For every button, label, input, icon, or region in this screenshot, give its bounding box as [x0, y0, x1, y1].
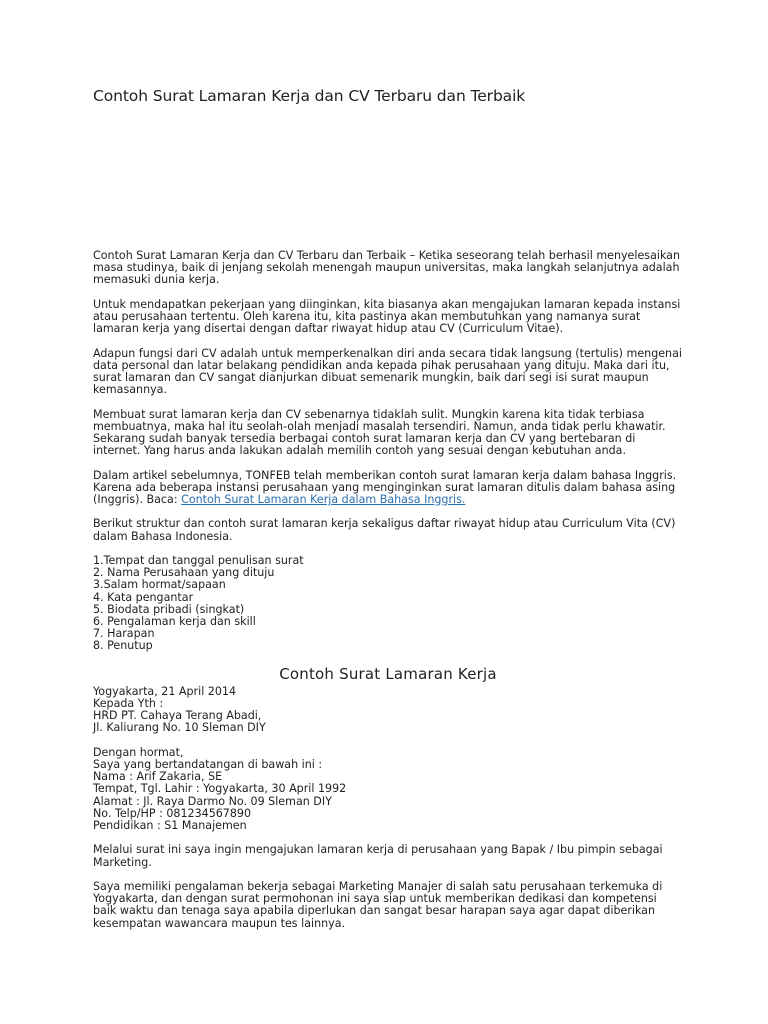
letter-heading: Contoh Surat Lamaran Kerja	[279, 664, 497, 683]
paragraph-application: Untuk mendapatkan pekerjaan yang diinginkan, kita biasanya akan mengajukan lamaran kepada instansi atau perusahaan tertentu. Oleh karena itu, kita pastinya akan membutuhkan yang namanya surat lamaran kerja yang disertai dengan daftar riwayat hidup atau CV (Curriculum Vitae).	[93, 297, 681, 336]
letter-purpose-paragraph: Melalui surat ini saya ingin mengajukan lamaran kerja di perusahaan yang Bapak / Ibu pimpin sebagai Marketing.	[93, 843, 663, 869]
identity-line: Saya yang bertandatangan di bawah ini :	[93, 758, 323, 771]
list-item: 4. Kata pengantar	[93, 590, 194, 604]
paragraph-making-cv: Membuat surat lamaran kerja dan CV sebenarnya tidaklah sulit. Mungkin karena kita tidak terbiasa membuatnya, maka hal itu seolah-olah menjadi masalah tersendiri. Namun, anda tidak perlu khawatir. Sekarang sudah banyak tersedia berbagai contoh surat lamaran kerja dan CV yang bertebaran di internet. Yang harus anda lakukan adalah memilih contoh yang sesuai dengan kebutuhan anda.	[93, 407, 666, 458]
list-item: 8. Penutup	[93, 639, 153, 653]
address-line: Jl. Kaliurang No. 10 Sleman DIY	[93, 721, 266, 735]
identity-line: No. Telp/HP : 081234567890	[93, 806, 252, 820]
structure-intro: Berikut struktur dan contoh surat lamaran kerja sekaligus daftar riwayat hidup atau Curriculum Vita (CV) dalam Bahasa Indonesia.	[93, 517, 676, 543]
identity-line: Dengan hormat,	[93, 745, 184, 759]
address-line: Kepada Yth :	[93, 697, 164, 710]
english-letter-link[interactable]: Contoh Surat Lamaran Kerja dalam Bahasa Inggris.	[181, 493, 466, 506]
identity-line: Tempat, Tgl. Lahir : Yogyakarta, 30 April 1992	[93, 782, 347, 796]
article-body	[93, 250, 683, 942]
letter-experience-paragraph: Saya memiliki pengalaman bekerja sebagai Marketing Manajer di salah satu perusahaan terkemuka di Yogyakarta, dan dengan surat permohonan ini saya siap untuk memberikan dedikasi dan kompetensi baik waktu dan tenaga saya apabila diperlukan dan sangat besar harapan saya agar dapat diberikan kesempatan wawancara maupun tes lainnya.	[93, 880, 663, 930]
letter-identity	[93, 747, 683, 832]
list-item: 3.Salam hormat/sapaan	[93, 578, 226, 592]
list-item: 5. Biodata pribadi (singkat)	[93, 602, 245, 616]
letter-address	[93, 686, 683, 735]
identity-line: Alamat : Jl. Raya Darmo No. 09 Sleman DIY	[93, 794, 332, 808]
address-line: HRD PT. Cahaya Terang Abadi,	[93, 709, 262, 723]
intro-paragraph: Contoh Surat Lamaran Kerja dan CV Terbaru dan Terbaik – Ketika seseorang telah berhasil menyelesaikan masa studinya, baik di jenjang sekolah menengah maupun universitas, maka langkah selanjutnya adalah memasuki dunia kerja.	[93, 249, 681, 287]
paragraph-cv-function: Adapun fungsi dari CV adalah untuk memperkenalkan diri anda secara tidak langsung (tertulis) mengenai data personal dan latar belakang pendidikan anda kepada pihak perusahaan yang dituju. Maka dari itu, surat lamaran dan CV sangat dianjurkan dibuat semenarik mungkin, baik dari segi isi surat maupun kemasannya.	[93, 346, 682, 397]
list-item: 7. Harapan	[93, 627, 155, 641]
identity-line: Nama : Arif Zakaria, SE	[93, 770, 223, 784]
address-line: Yogyakarta, 21 April 2014	[93, 684, 237, 698]
list-item: 2. Nama Perusahaan yang dituju	[93, 566, 275, 580]
list-item: 6. Pengalaman kerja dan skill	[93, 615, 256, 628]
paragraph-tonfeb	[93, 470, 683, 507]
list-item: 1.Tempat dan tanggal penulisan surat	[93, 553, 304, 567]
identity-line: Pendidikan : S1 Manajemen	[93, 819, 247, 833]
tonfeb-text: Dalam artikel sebelumnya, TONFEB telah memberikan contoh surat lamaran kerja dalam bahasa Inggris. Karena ada beberapa instansi perusahaan yang menginginkan surat lamaran ditulis dalam bahasa asing (Inggris). Baca:	[93, 468, 677, 506]
structure-list	[93, 555, 683, 653]
document-title: Contoh Surat Lamaran Kerja dan CV Terbaru dan Terbaik	[93, 87, 526, 105]
